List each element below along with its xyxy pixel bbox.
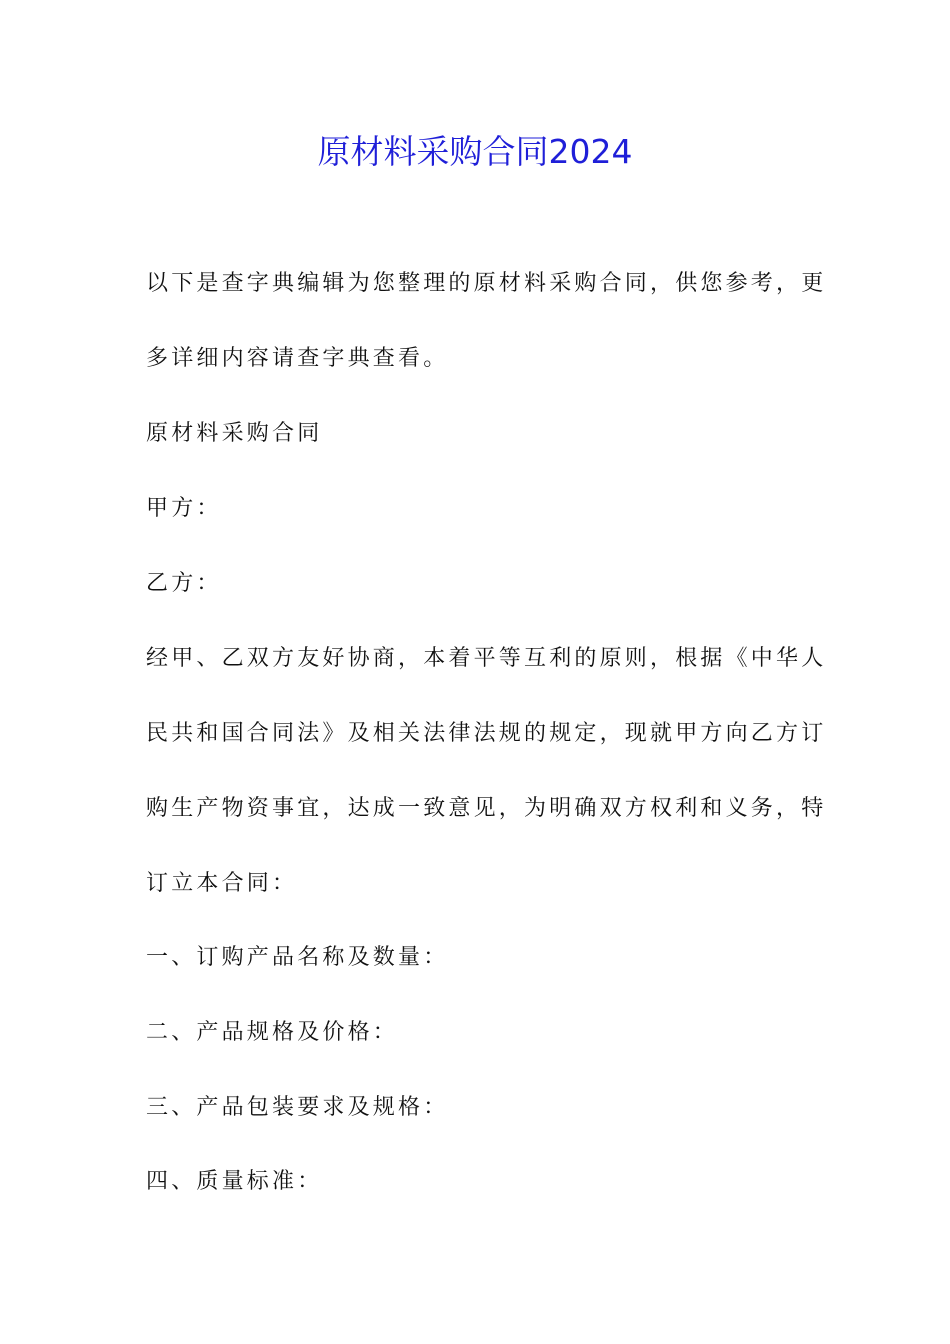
clause-4-heading: 四、质量标准： (146, 1169, 323, 1194)
party-b-label: 乙方： (146, 571, 222, 596)
preamble-line-3: 购生产物资事宜，达成一致意见，为明确双方权利和义务，特 (146, 796, 827, 821)
clause-1-heading: 一、订购产品名称及数量： (146, 945, 449, 970)
intro-line-2: 多详细内容请查字典查看。 (146, 346, 449, 371)
contract-heading: 原材料采购合同 (146, 421, 323, 446)
clause-2-heading: 二、产品规格及价格： (146, 1020, 399, 1045)
preamble-line-1: 经甲、乙双方友好协商，本着平等互利的原则，根据《中华人 (146, 646, 827, 671)
preamble-line-2: 民共和国合同法》及相关法律法规的规定，现就甲方向乙方订 (146, 721, 827, 746)
intro-line-1: 以下是查字典编辑为您整理的原材料采购合同，供您参考，更 (146, 271, 827, 296)
document-title: 原材料采购合同2024 (317, 132, 633, 171)
clause-3-heading: 三、产品包装要求及规格： (146, 1095, 449, 1120)
preamble-line-4: 订立本合同： (146, 871, 298, 896)
party-a-label: 甲方： (146, 496, 222, 521)
